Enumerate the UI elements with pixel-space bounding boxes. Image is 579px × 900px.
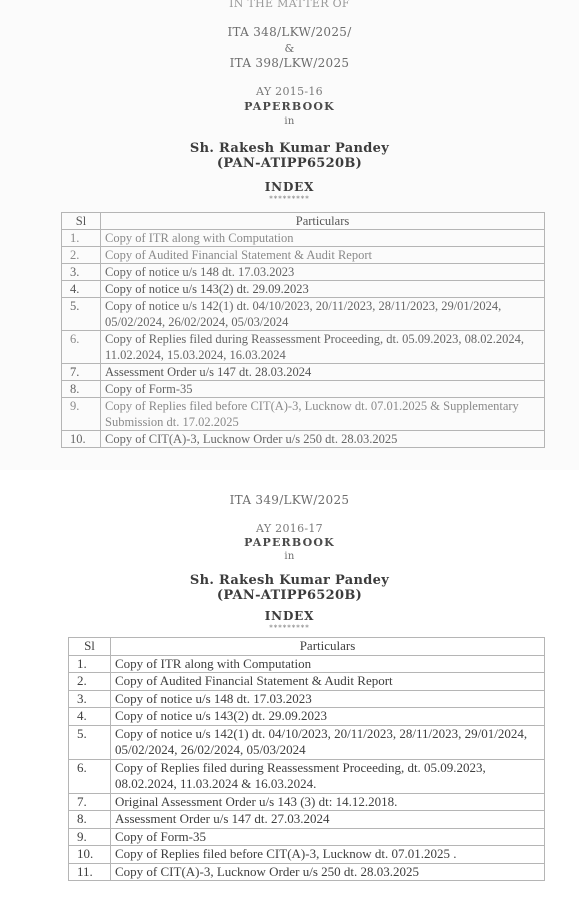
row-sl: 3. (69, 690, 111, 708)
row-particulars: Copy of Audited Financial Statement & Audit Report (111, 673, 545, 691)
row-sl: 2. (62, 247, 101, 264)
in-text: in (284, 551, 295, 562)
row-particulars: Copy of Replies filed before CIT(A)-3, Lucknow dt. 07.01.2025 & Supplementary Submission dt. 17.02.2025 (101, 398, 545, 431)
table-row (69, 793, 545, 811)
row-particulars: Assessment Order u/s 147 dt. 28.03.2024 (101, 364, 545, 381)
row-particulars: Copy of notice u/s 148 dt. 17.03.2023 (111, 690, 545, 708)
row-sl: 1. (62, 230, 101, 247)
row-sl: 1. (69, 655, 111, 673)
row-particulars: Copy of Audited Financial Statement & Audit Report (101, 247, 545, 264)
case-number-1: ITA 348/LKW/2025/ (227, 25, 352, 39)
header-sl: Sl (62, 213, 101, 230)
row-particulars: Copy of notice u/s 143(2) dt. 29.09.2023 (101, 281, 545, 298)
table-row (62, 398, 545, 431)
row-sl: 4. (62, 281, 101, 298)
row-particulars: Original Assessment Order u/s 143 (3) dt: 14.12.2018. (111, 793, 545, 811)
table-row (69, 725, 545, 759)
row-sl: 2. (69, 673, 111, 691)
stars-divider: ********* (269, 195, 310, 203)
table-row (62, 431, 545, 448)
table-row (69, 673, 545, 691)
row-particulars: Copy of CIT(A)-3, Lucknow Order u/s 250 dt. 28.03.2025 (111, 863, 545, 881)
paperbook-title: PAPERBOOK (244, 100, 335, 113)
header-particulars: Particulars (111, 638, 545, 656)
row-sl: 10. (62, 431, 101, 448)
table-row (69, 708, 545, 726)
row-particulars: Copy of ITR along with Computation (101, 230, 545, 247)
assessment-year: AY 2015-16 (256, 85, 323, 98)
table-header-row (69, 638, 545, 656)
table-row (62, 331, 545, 364)
table-header-row (62, 213, 545, 230)
table-row (62, 364, 545, 381)
case-number: ITA 349/LKW/2025 (229, 493, 350, 507)
row-sl: 7. (69, 793, 111, 811)
row-particulars: Copy of notice u/s 142(1) dt. 04/10/2023, 20/11/2023, 28/11/2023, 29/01/2024, 05/02/2024, 26/02/2024, 05/03/2024 (111, 725, 545, 759)
appellant-pan: (PAN-ATIPP6520B) (216, 156, 363, 171)
row-particulars: Copy of CIT(A)-3, Lucknow Order u/s 250 dt. 28.03.2025 (101, 431, 545, 448)
row-sl: 4. (69, 708, 111, 726)
index-title: INDEX (264, 180, 315, 194)
table-row (69, 846, 545, 864)
ampersand: & (284, 42, 295, 55)
stars-divider: ********* (269, 624, 310, 632)
row-particulars: Copy of Replies filed before CIT(A)-3, Lucknow dt. 07.01.2025 . (111, 846, 545, 864)
row-sl: 9. (69, 828, 111, 846)
table-row (62, 281, 545, 298)
row-sl: 6. (62, 331, 101, 364)
row-sl: 9. (62, 398, 101, 431)
row-sl: 3. (62, 264, 101, 281)
appellant-name: Sh. Rakesh Kumar Pandey (189, 573, 390, 588)
table-row (69, 828, 545, 846)
row-particulars: Copy of Form-35 (101, 381, 545, 398)
row-sl: 5. (69, 725, 111, 759)
row-particulars: Copy of notice u/s 148 dt. 17.03.2023 (101, 264, 545, 281)
row-sl: 6. (69, 759, 111, 793)
row-sl: 8. (62, 381, 101, 398)
table-row (62, 247, 545, 264)
cutoff-header: IN THE MATTER OF (229, 0, 350, 7)
row-particulars: Copy of Replies filed during Reassessment Proceeding, dt. 05.09.2023, 08.02.2024, 11.02.2024, 15.03.2024, 16.03.2024 (101, 331, 545, 364)
header-sl: Sl (69, 638, 111, 656)
in-text: in (284, 116, 295, 127)
page-separator (0, 470, 579, 478)
appellant-pan: (PAN-ATIPP6520B) (216, 588, 363, 603)
row-particulars: Copy of ITR along with Computation (111, 655, 545, 673)
table-row (62, 298, 545, 331)
header-particulars: Particulars (101, 213, 545, 230)
appellant-name: Sh. Rakesh Kumar Pandey (189, 141, 390, 156)
table-row (69, 690, 545, 708)
index-table (68, 637, 545, 881)
table-row (62, 381, 545, 398)
row-sl: 10. (69, 846, 111, 864)
index-table (61, 212, 545, 448)
row-particulars: Copy of Replies filed during Reassessment Proceeding, dt. 05.09.2023, 08.02.2024, 11.03.2024 & 16.03.2024. (111, 759, 545, 793)
row-sl: 8. (69, 811, 111, 829)
index-title: INDEX (264, 609, 315, 623)
row-particulars: Copy of Form-35 (111, 828, 545, 846)
row-sl: 7. (62, 364, 101, 381)
row-particulars: Copy of notice u/s 142(1) dt. 04/10/2023, 20/11/2023, 28/11/2023, 29/01/2024, 05/02/2024, 26/02/2024, 05/03/2024 (101, 298, 545, 331)
row-particulars: Copy of notice u/s 143(2) dt. 29.09.2023 (111, 708, 545, 726)
case-number-2: ITA 398/LKW/2025 (229, 56, 350, 70)
table-row (62, 264, 545, 281)
paperbook-title: PAPERBOOK (244, 536, 335, 549)
table-row (62, 230, 545, 247)
assessment-year: AY 2016-17 (256, 522, 323, 535)
table-row (69, 759, 545, 793)
row-particulars: Assessment Order u/s 147 dt. 27.03.2024 (111, 811, 545, 829)
row-sl: 5. (62, 298, 101, 331)
table-row (69, 863, 545, 881)
row-sl: 11. (69, 863, 111, 881)
table-row (69, 811, 545, 829)
table-row (69, 655, 545, 673)
